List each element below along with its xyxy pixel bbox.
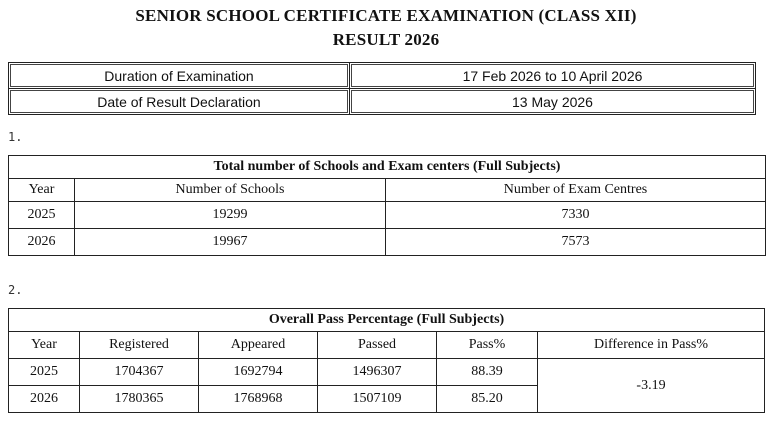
duration-label: Duration of Examination xyxy=(9,63,350,89)
pass-percent-cell: 85.20 xyxy=(437,386,538,413)
schools-table xyxy=(8,155,766,256)
appeared-cell: 1768968 xyxy=(199,386,318,413)
column-header: Passed xyxy=(318,332,437,359)
appeared-cell: 1692794 xyxy=(199,359,318,386)
year-cell: 2025 xyxy=(9,359,80,386)
column-header: Year xyxy=(9,332,80,359)
column-header: Registered xyxy=(80,332,199,359)
duration-value: 17 Feb 2026 to 10 April 2026 xyxy=(350,63,756,89)
table-header-row xyxy=(9,332,765,359)
document-title: SENIOR SCHOOL CERTIFICATE EXAMINATION (CLASS XII) xyxy=(135,6,637,25)
column-header: Number of Exam Centres xyxy=(386,179,766,202)
section-number-1: 1. xyxy=(8,130,23,144)
column-header: Year xyxy=(9,179,75,202)
column-header: Appeared xyxy=(199,332,318,359)
table-row xyxy=(9,229,766,256)
declaration-label: Date of Result Declaration xyxy=(9,89,350,115)
centres-cell: 7330 xyxy=(386,202,766,229)
registered-cell: 1780365 xyxy=(80,386,199,413)
table-header-row xyxy=(9,179,766,202)
duration-row xyxy=(9,63,756,89)
year-cell: 2026 xyxy=(9,386,80,413)
table-row xyxy=(9,202,766,229)
schools-cell: 19967 xyxy=(75,229,386,256)
exam-info-table xyxy=(8,62,756,115)
year-cell: 2025 xyxy=(9,202,75,229)
table-row xyxy=(9,359,765,386)
schools-cell: 19299 xyxy=(75,202,386,229)
passed-cell: 1496307 xyxy=(318,359,437,386)
pass-table-caption: Overall Pass Percentage (Full Subjects) xyxy=(9,309,765,332)
difference-cell: -3.19 xyxy=(538,359,765,413)
pass-percent-cell: 88.39 xyxy=(437,359,538,386)
registered-cell: 1704367 xyxy=(80,359,199,386)
section-number-2: 2. xyxy=(8,283,23,297)
document-subtitle: RESULT 2026 xyxy=(332,30,440,49)
declaration-value: 13 May 2026 xyxy=(350,89,756,115)
column-header: Pass% xyxy=(437,332,538,359)
centres-cell: 7573 xyxy=(386,229,766,256)
column-header: Difference in Pass% xyxy=(538,332,765,359)
column-header: Number of Schools xyxy=(75,179,386,202)
declaration-row xyxy=(9,89,756,115)
schools-table-caption: Total number of Schools and Exam centers (Full Subjects) xyxy=(9,156,766,179)
year-cell: 2026 xyxy=(9,229,75,256)
passed-cell: 1507109 xyxy=(318,386,437,413)
pass-percentage-table xyxy=(8,308,765,413)
